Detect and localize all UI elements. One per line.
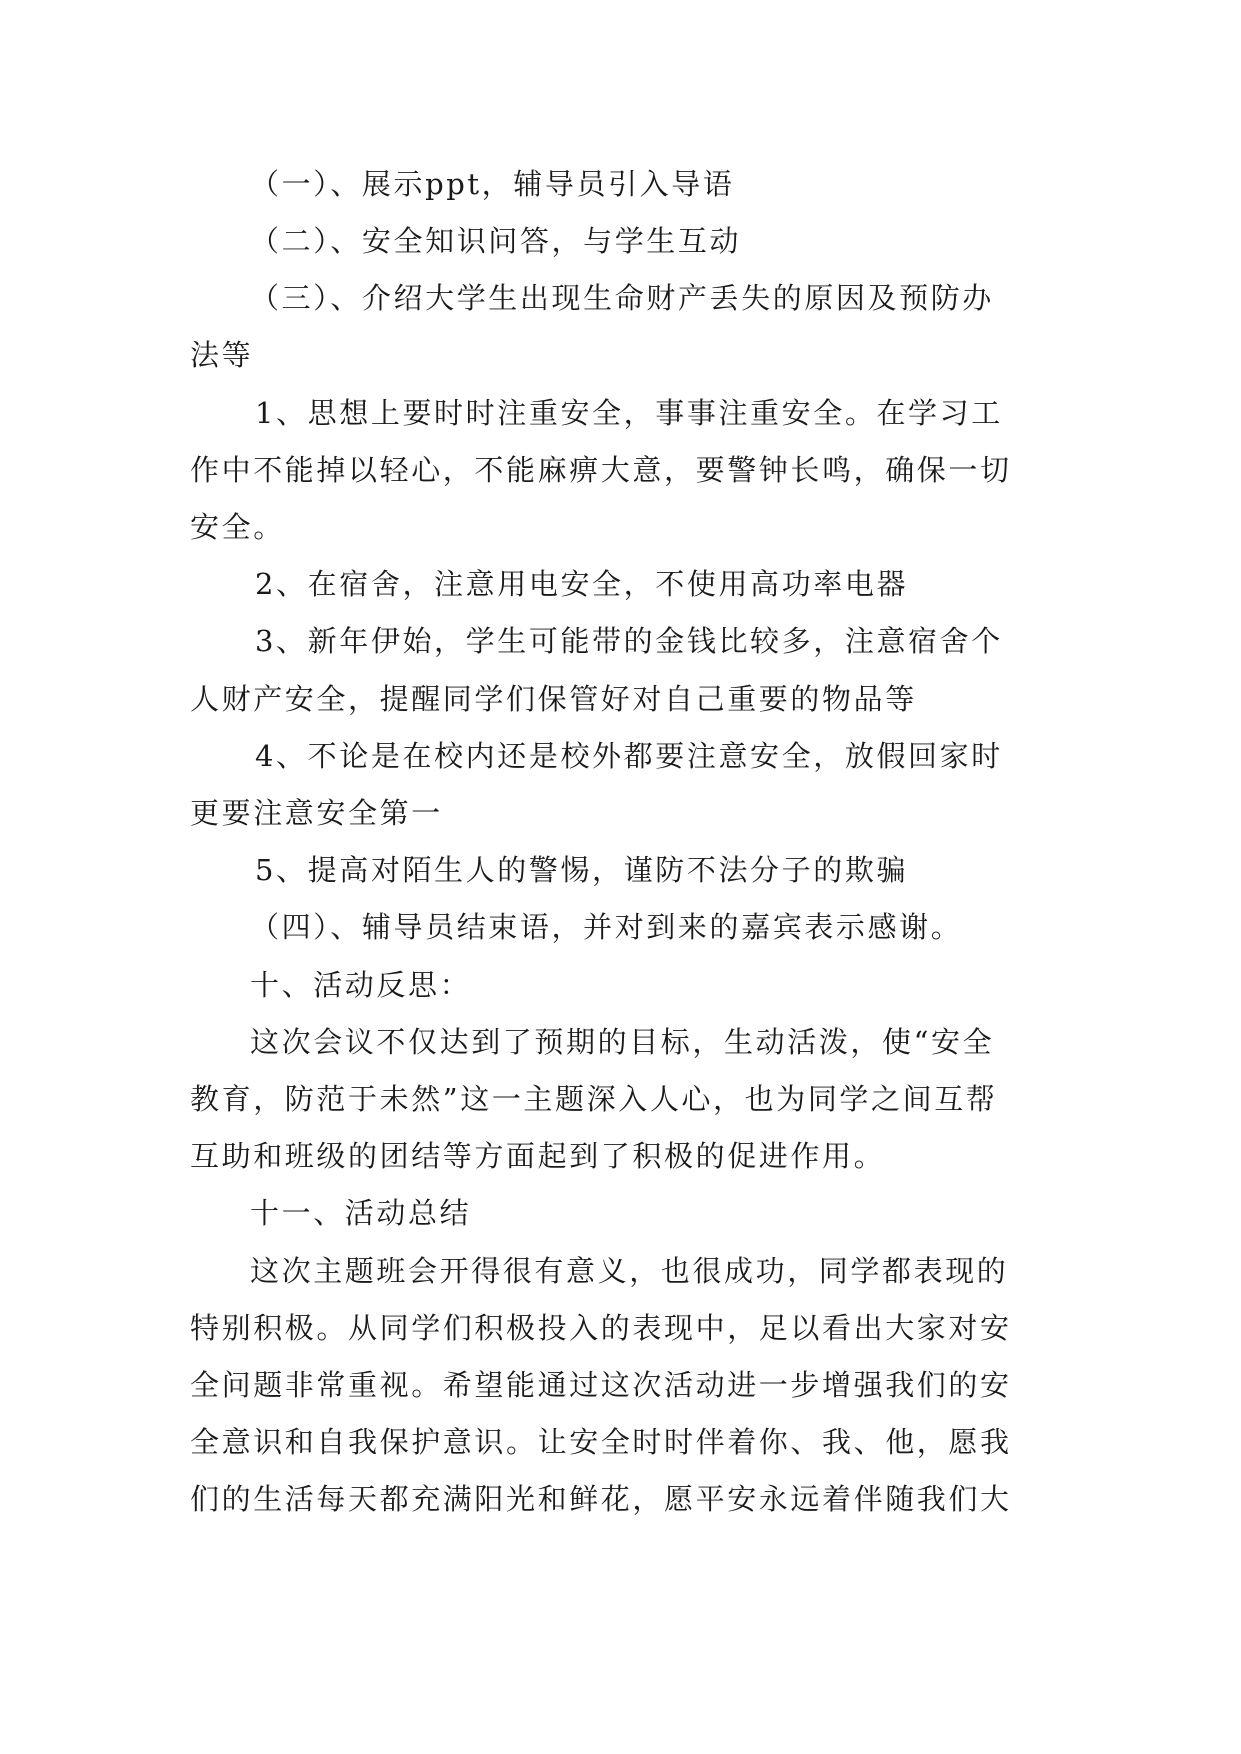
section-item-3-continued: 法等 <box>190 338 254 372</box>
point-5: 5、提高对陌生人的警惕，谨防不法分子的欺骗 <box>255 853 909 887</box>
heading-activity-summary: 十一、活动总结 <box>250 1196 472 1230</box>
point-1: 1、思想上要时时注重安全，事事注重安全。在学习工 <box>255 396 1003 430</box>
summary-paragraph-continued-2: 全问题非常重视。希望能通过这次活动进一步增强我们的安 <box>190 1368 1012 1402</box>
point-1-continued-2: 安全。 <box>190 510 285 544</box>
summary-paragraph: 这次主题班会开得很有意义，也很成功，同学都表现的 <box>250 1254 1009 1288</box>
point-3: 3、新年伊始，学生可能带的金钱比较多，注意宿舍个 <box>255 624 1003 658</box>
summary-paragraph-continued-3: 全意识和自我保护意识。让安全时时伴着你、我、他，愿我 <box>190 1425 1012 1459</box>
section-item-2: （二）、安全知识问答，与学生互动 <box>250 224 742 258</box>
point-2: 2、在宿舍，注意用电安全，不使用高功率电器 <box>255 567 909 601</box>
reflection-paragraph: 这次会议不仅达到了预期的目标，生动活泼，使“安全 <box>250 1025 995 1059</box>
point-3-continued: 人财产安全，提醒同学们保管好对自己重要的物品等 <box>190 682 917 716</box>
section-item-3: （三）、介绍大学生出现生命财产丢失的原因及预防办 <box>250 281 994 315</box>
heading-activity-reflection: 十、活动反思： <box>250 968 472 1002</box>
point-4-continued: 更要注意安全第一 <box>190 796 443 830</box>
section-item-4: （四）、辅导员结束语，并对到来的嘉宾表示感谢。 <box>250 910 963 944</box>
reflection-paragraph-continued-2: 互助和班级的团结等方面起到了积极的促进作用。 <box>190 1139 886 1173</box>
point-4: 4、不论是在校内还是校外都要注意安全，放假回家时 <box>255 739 1003 773</box>
section-item-1: （一）、展示ppt，辅导员引入导语 <box>250 167 735 201</box>
point-1-continued: 作中不能掉以轻心，不能麻痹大意，要警钟长鸣，确保一切 <box>190 453 1012 487</box>
summary-paragraph-continued: 特别积极。从同学们积极投入的表现中，足以看出大家对安 <box>190 1311 1012 1345</box>
summary-paragraph-continued-4: 们的生活每天都充满阳光和鲜花，愿平安永远着伴随我们大 <box>190 1482 1012 1516</box>
reflection-paragraph-continued: 教育，防范于未然”这一主题深入人心，也为同学之间互帮 <box>190 1082 998 1116</box>
